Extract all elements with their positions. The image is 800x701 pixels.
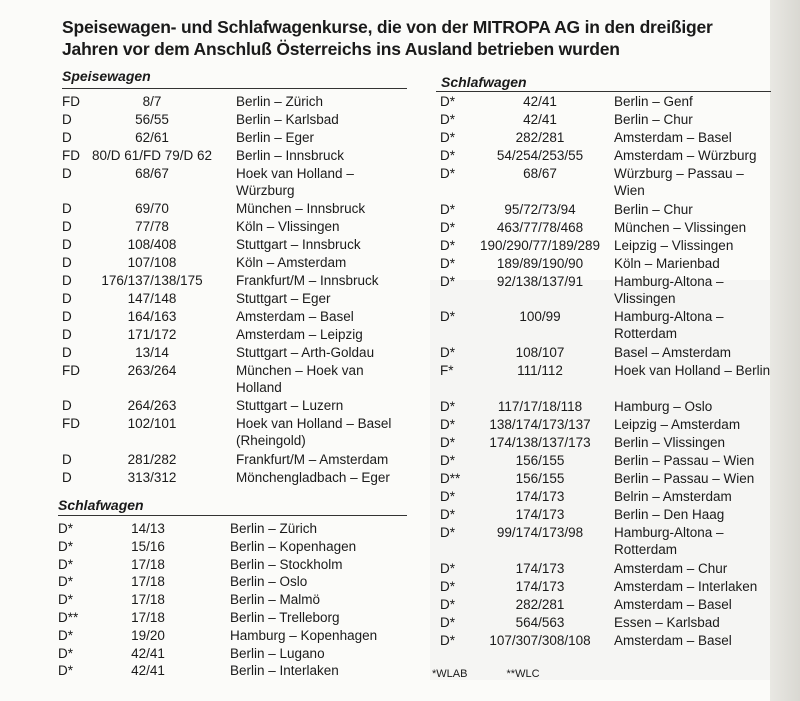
train-type: D <box>62 165 72 181</box>
train-number: 92/138/137/91 <box>496 273 584 289</box>
route: Berlin – Passau – Wien <box>614 470 755 486</box>
route: Amsterdam – Chur <box>614 560 728 576</box>
train-type: D* <box>440 255 456 271</box>
train-type: D* <box>58 556 74 572</box>
train-type: D* <box>440 309 456 325</box>
document-title: Speisewagen- und Schlafwagenkurse, die von der MITROPA AG in den dreißiger Jahren vor dem Anschluß Österreichs ins Ausland betrieben wurden <box>62 17 713 59</box>
train-type: D* <box>440 219 456 235</box>
route: Berlin – Stockholm <box>230 556 343 572</box>
train-number: 95/72/73/94 <box>504 201 576 217</box>
route: Berlin – Karlsbad <box>236 111 339 127</box>
route: Stuttgart – Luzern <box>236 398 344 414</box>
train-type: D* <box>440 578 456 594</box>
route: Mönchengladbach – Eger <box>236 469 390 485</box>
train-number: 107/307/308/108 <box>489 632 591 648</box>
train-type: D* <box>440 596 456 612</box>
train-type: D <box>62 219 72 235</box>
route: Berlin – Passau – Wien <box>614 453 755 468</box>
route: Berlin – Interlaken <box>230 663 339 679</box>
train-type: D <box>62 308 72 324</box>
train-type: D <box>62 273 72 288</box>
train-number: 17/18 <box>131 610 165 625</box>
route: Köln – Amsterdam <box>236 255 347 271</box>
train-number: 15/16 <box>131 538 165 554</box>
train-type: D* <box>440 614 456 630</box>
train-type: D* <box>440 506 456 522</box>
train-number: 174/173 <box>515 506 565 522</box>
route: Berlin – Genf <box>614 94 693 109</box>
train-number: 171/172 <box>127 326 177 342</box>
train-type: D* <box>440 129 456 145</box>
train-number: 62/61 <box>135 129 169 145</box>
route: Belrin – Amsterdam <box>614 488 732 504</box>
train-number: 156/155 <box>515 470 565 486</box>
train-type: D* <box>440 632 456 648</box>
train-type: D* <box>58 663 74 679</box>
route: Hoek van Holland – Basel (Rheingold) <box>236 416 392 449</box>
train-number: 174/173 <box>515 560 565 576</box>
train-number: 102/101 <box>127 416 177 432</box>
route: Köln – Vlissingen <box>236 219 340 235</box>
train-number: 14/13 <box>131 521 165 536</box>
train-number: 17/18 <box>131 556 165 572</box>
train-number: 17/18 <box>131 592 165 608</box>
route: Amsterdam – Leipzig <box>236 326 363 342</box>
train-number: 264/263 <box>127 398 177 414</box>
train-number: 174/173 <box>515 488 565 504</box>
route: Stuttgart – Innsbruck <box>236 237 361 253</box>
train-number: 174/138/137/173 <box>489 435 591 451</box>
route: Berlin – Vlissingen <box>614 435 726 451</box>
train-type: D* <box>440 524 456 540</box>
route: Amsterdam – Basel <box>236 308 354 324</box>
route: Hamburg – Oslo <box>614 399 713 415</box>
train-type: D <box>62 201 72 217</box>
route: Hoek van Holland – Würzburg <box>236 165 354 198</box>
route: Würzburg – Passau – Wien <box>614 165 744 198</box>
footnote-wlab: *WLAB <box>432 668 468 680</box>
train-type: D <box>62 326 72 342</box>
train-type: D* <box>58 627 74 643</box>
train-type: D* <box>440 399 456 415</box>
train-number: 174/173 <box>515 578 565 594</box>
route: Berlin – Innsbruck <box>236 147 345 163</box>
train-type: D <box>62 237 72 253</box>
train-number: 42/41 <box>523 94 557 109</box>
train-type: D <box>62 398 72 414</box>
train-number: 564/563 <box>515 614 565 630</box>
train-type: D <box>62 255 72 271</box>
route: Stuttgart – Eger <box>236 290 331 306</box>
train-number: 147/148 <box>127 290 177 306</box>
route: Berlin – Zürich <box>236 94 324 109</box>
train-number: 69/70 <box>135 201 169 217</box>
train-number: 8/7 <box>142 94 162 109</box>
train-number: 54/254/253/55 <box>496 147 584 163</box>
train-number: 176/137/138/175 <box>101 273 203 288</box>
route: Hamburg-Altona – Rotterdam <box>614 309 724 342</box>
train-type: D* <box>440 94 456 109</box>
section-title-speisewagen: Speisewagen <box>62 68 151 84</box>
train-number: 282/281 <box>515 596 565 612</box>
train-type: D <box>62 452 72 467</box>
train-number: 13/14 <box>135 344 169 360</box>
route: Amsterdam – Interlaken <box>614 578 758 594</box>
train-type: D <box>62 344 72 360</box>
route: Hoek van Holland – Berlin <box>614 363 771 379</box>
train-number: 42/41 <box>131 663 165 679</box>
train-type: FD <box>62 416 80 432</box>
train-type: FD <box>62 147 80 163</box>
train-type: D* <box>440 435 456 451</box>
route: Berlin – Malmö <box>230 592 321 608</box>
train-type: D* <box>440 453 456 468</box>
section-rule-schlafwagen-left <box>58 515 407 516</box>
train-number: 313/312 <box>127 469 177 485</box>
train-number: 68/67 <box>523 165 557 181</box>
train-number: 108/107 <box>515 345 565 361</box>
train-number: 111/112 <box>517 363 563 379</box>
route: Hamburg – Kopenhagen <box>230 627 378 643</box>
train-type: D <box>62 129 72 145</box>
section-title-schlafwagen-right: Schlafwagen <box>441 74 527 90</box>
train-number: 263/264 <box>127 362 177 378</box>
train-type: D <box>62 469 72 485</box>
train-number: 107/108 <box>127 255 177 271</box>
train-number: 42/41 <box>131 645 165 661</box>
train-number: 164/163 <box>127 308 177 324</box>
train-number: 80/D 61/FD 79/D 62 <box>91 147 213 163</box>
train-type: D* <box>440 111 456 127</box>
route: Amsterdam – Basel <box>614 129 732 145</box>
route: Berlin – Chur <box>614 111 693 127</box>
route: Stuttgart – Arth-Goldau <box>236 344 375 360</box>
train-type: D* <box>58 592 74 608</box>
train-number: 77/78 <box>135 219 169 235</box>
train-type: D* <box>58 574 74 590</box>
train-type: D* <box>58 521 74 536</box>
route: Leipzig – Vlissingen <box>614 237 734 253</box>
route: Hamburg-Altona – Rotterdam <box>614 524 724 557</box>
train-type: D* <box>58 538 74 554</box>
train-number: 156/155 <box>515 453 565 468</box>
route: Essen – Karlsbad <box>614 614 720 630</box>
route: Leipzig – Amsterdam <box>614 417 741 433</box>
section-rule-speisewagen <box>62 88 407 89</box>
train-number: 19/20 <box>131 627 165 643</box>
route: Amsterdam – Basel <box>614 632 732 648</box>
route: Hamburg-Altona – Vlissingen <box>614 273 724 306</box>
train-number: 281/282 <box>127 452 177 467</box>
footnote-wlc: **WLC <box>506 668 540 680</box>
train-number: 68/67 <box>135 165 169 181</box>
train-number: 108/408 <box>127 237 177 253</box>
train-type: FD <box>62 94 80 109</box>
train-type: D** <box>440 470 461 486</box>
train-number: 138/174/173/137 <box>489 417 591 433</box>
route: Berlin – Trelleborg <box>230 610 340 625</box>
route: München – Innsbruck <box>236 201 366 217</box>
train-number: 56/55 <box>135 111 169 127</box>
route: Amsterdam – Basel <box>614 596 732 612</box>
section-rule-schlafwagen-right <box>436 91 771 92</box>
train-type: D* <box>440 560 456 576</box>
route: München – Vlissingen <box>614 219 747 235</box>
route: Berlin – Zürich <box>230 521 318 536</box>
train-type: D* <box>440 165 456 181</box>
train-type: D* <box>58 645 74 661</box>
train-type: D** <box>58 610 79 625</box>
train-number: 17/18 <box>131 574 165 590</box>
route: Köln – Marienbad <box>614 255 720 271</box>
train-number: 99/174/173/98 <box>496 524 584 540</box>
page-edge-shadow <box>770 0 800 701</box>
train-type: D <box>62 290 72 306</box>
train-type: D* <box>440 345 456 361</box>
train-number: 190/290/77/189/289 <box>479 237 601 253</box>
train-type: D* <box>440 147 456 163</box>
footnotes <box>432 668 576 680</box>
train-type: D* <box>440 237 456 253</box>
route: Berlin – Chur <box>614 201 693 217</box>
route: Berlin – Lugano <box>230 645 325 661</box>
train-type: D* <box>440 417 456 433</box>
train-number: 117/17/18/118 <box>497 399 583 415</box>
route: Berlin – Eger <box>236 129 315 145</box>
train-number: 100/99 <box>519 309 561 325</box>
section-title-schlafwagen-left: Schlafwagen <box>58 497 144 513</box>
train-number: 282/281 <box>515 129 565 145</box>
route: Berlin – Oslo <box>230 574 308 590</box>
route: Berlin – Den Haag <box>614 506 725 522</box>
route: Basel – Amsterdam <box>614 345 732 361</box>
train-type: F* <box>440 363 454 379</box>
train-type: D* <box>440 201 456 217</box>
route: Frankfurt/M – Innsbruck <box>236 273 379 288</box>
train-type: FD <box>62 362 80 378</box>
train-number: 463/77/78/468 <box>496 219 584 235</box>
train-number: 189/89/190/90 <box>496 255 584 271</box>
route: Frankfurt/M – Amsterdam <box>236 452 389 467</box>
train-type: D <box>62 111 72 127</box>
route: München – Hoek van Holland <box>236 362 364 395</box>
route: Berlin – Kopenhagen <box>230 538 357 554</box>
train-type: D* <box>440 273 456 289</box>
train-type: D* <box>440 488 456 504</box>
train-number: 42/41 <box>523 111 557 127</box>
route: Amsterdam – Würzburg <box>614 147 757 163</box>
